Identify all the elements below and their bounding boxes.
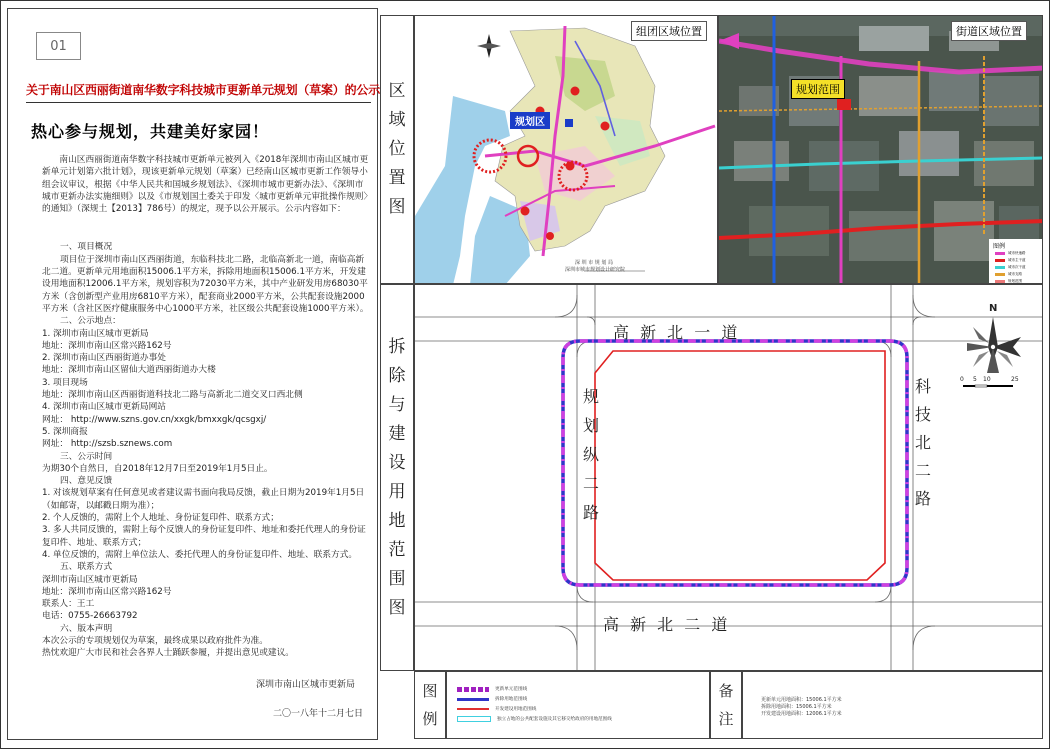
street-legend-item: 城市主干道 xyxy=(1008,258,1026,262)
legend-item xyxy=(457,696,527,702)
street-legend-items xyxy=(1008,250,1026,284)
plan-area-marker xyxy=(565,119,573,127)
regional-title-char: 域 xyxy=(388,110,406,130)
map-caption-2: 深圳市城市规划设计研究院 xyxy=(565,267,626,273)
road-east-char: 科 xyxy=(915,377,932,396)
legend-swatch xyxy=(457,687,489,692)
notice-number: 01 xyxy=(36,32,81,60)
road-west-char: 路 xyxy=(583,503,600,522)
notice-line: 深圳市南山区城市更新局 xyxy=(42,574,138,585)
regional-title-char: 图 xyxy=(388,197,406,217)
note-line: 更新单元用地面积：15006.1平方米 xyxy=(761,697,842,703)
notes-body xyxy=(742,671,1043,739)
road-east-char: 路 xyxy=(915,489,932,508)
legend-label: 拆除用地范围线 xyxy=(495,697,528,702)
notice-line: 地址：深圳市南山区常兴路162号 xyxy=(42,586,172,597)
street-legend-item: 规划范围 xyxy=(1008,279,1022,283)
legend-title-char: 例 xyxy=(422,710,438,728)
notice-line: 四、意见反馈 xyxy=(60,476,113,487)
road-south-label: 高 新 北 二 道 xyxy=(603,615,731,634)
note-line: 开发建设用地面积：12006.1平方米 xyxy=(761,711,842,717)
road-west-char: 规 xyxy=(583,387,600,406)
road-west-char: 二 xyxy=(583,474,600,493)
notice-line: 2. 个人反馈的，需附上个人地址、身份证复印件、联系方式； xyxy=(42,513,279,524)
street-location-map xyxy=(718,15,1043,284)
street-legend-item: 城市快速路 xyxy=(1008,251,1026,255)
notice-line: 一、项目概况 xyxy=(60,242,113,253)
notice-line: 电话：0755-26663792 xyxy=(42,611,138,622)
cluster-location-map xyxy=(414,15,718,284)
demolition-map-title xyxy=(380,284,414,671)
road-east-char: 二 xyxy=(915,461,932,480)
demolition-title-char: 地 xyxy=(388,510,406,531)
notice-line: 项目位于深圳市南山区西丽街道，东临科技北二路，北临高新北一道，南临高新北二道。更新单元用地面积15006.1平方米，拆除用地面积15006.1平方米，开发建设用地面积12006.1平方米，规划容积为72030平方米，其中产业研发用房68030平方米（含创新型产业用房6810平方米），配套商业2000平方米，公共配套设施2000平方米（含社区医疗健康服务中心1000平方米，社区级公共配套设施1000平方米）。 xyxy=(42,254,369,314)
notice-line: 网址： http://szsb.sznews.com xyxy=(42,439,173,450)
street-legend-item: 城市次干道 xyxy=(1008,265,1026,269)
north-label: N xyxy=(989,303,998,314)
notice-line: 六、版本声明 xyxy=(60,623,113,634)
notice-line: 五、联系方式 xyxy=(60,562,113,573)
notice-lines xyxy=(42,241,372,659)
demolition-title-char: 围 xyxy=(388,568,406,589)
legend-item xyxy=(457,686,527,692)
notice-line: 1. 对该规划草案有任何意见或者建议需书面向我局反馈，截止日期为2019年1月5日（如邮寄，以邮戳日期为准）； xyxy=(42,488,365,511)
notice-intro: 南山区西丽街道南华数字科技城市更新单元被列入《2018年深圳市南山区城市更新单元计划第六批计划》，现该更新单元规划（草案）已经南山区城市更新工作领导小组会议审议，根据《中华人民共和国城乡规划法》、《深圳市城市更新办法》、《深圳市城市更新办法实施细则》以及《市规划国土委关于印发〈城市更新单元审批操作规则〉的通知》（深规土【2013】786号）的规定，现予以公开展示。公示内容如下： xyxy=(42,155,369,215)
legend-label: 独立占地的公共配套设施及其它移交给政府的用地范围线 xyxy=(497,717,612,722)
demolition-title-char: 图 xyxy=(388,597,406,618)
notice-date: 二〇一八年十二月七日 xyxy=(273,709,364,719)
legend-label: 开发建设用地范围线 xyxy=(495,707,537,712)
notice-line: 为期30个自然日，自2018年12月7日至2019年1月5日止。 xyxy=(42,463,273,474)
regional-map-title xyxy=(380,15,414,284)
notes-title-char: 备 xyxy=(718,682,734,700)
notice-line: 地址：深圳市南山区常兴路162号 xyxy=(42,340,172,351)
demolition-title-char: 除 xyxy=(388,365,406,386)
notice-line: 本次公示的专项规划仅为草案，最终成果以政府批件为准。 xyxy=(42,635,268,646)
demolition-title-char: 设 xyxy=(388,452,406,473)
legend-swatch xyxy=(457,716,491,722)
legend-title xyxy=(414,671,446,739)
road-west-char: 纵 xyxy=(583,445,600,464)
plan-area-tag: 规划区 xyxy=(510,112,550,129)
legend-title-char: 图 xyxy=(422,682,438,700)
demolition-title-char: 范 xyxy=(388,539,406,560)
notice-line: 地址：深圳市南山区留仙大道西丽街道办大楼 xyxy=(42,365,216,376)
notice-line: 2. 深圳市南山区西丽街道办事处 xyxy=(42,353,166,364)
notice-line: 网址： http://www.szns.gov.cn/xxgk/bmxxgk/qcsgxj/ xyxy=(42,414,267,425)
notice-line: 联系人：王工 xyxy=(42,599,95,610)
road-west-char: 划 xyxy=(583,416,600,435)
road-north-label: 高 新 北 一 道 xyxy=(613,323,741,342)
map-caption-1: 深 圳 市 规 划 局 xyxy=(575,260,613,266)
legend-item xyxy=(457,716,612,722)
notice-line: 热忱欢迎广大市民和社会各界人士踊跃参履，并提出意见或建议。 xyxy=(42,648,294,659)
road-east-char: 北 xyxy=(915,433,932,452)
demolition-title-char: 拆 xyxy=(388,336,406,357)
signature: 深圳市南山区城市更新局 xyxy=(256,680,356,690)
cluster-map-graphic xyxy=(415,16,718,284)
road-west-label xyxy=(583,382,599,527)
scale-0: 0 xyxy=(960,376,964,383)
notes-title xyxy=(710,671,742,739)
regional-title-char: 区 xyxy=(388,81,406,101)
street-map-label: 街道区域位置 xyxy=(951,21,1027,41)
legend-label: 更新单元范围线 xyxy=(495,687,528,692)
street-legend-item: 城市支路 xyxy=(1008,272,1022,276)
slogan: 热心参与规划，共建美好家园！ xyxy=(31,122,270,141)
notice-panel xyxy=(7,8,381,740)
notice-line: 3. 多人共同反馈的，需附上每个反馈人的身份证复印件、地址和委托代理人的身份证复印件、地址、联系方式； xyxy=(42,525,366,548)
notice-line: 二、公示地点： xyxy=(60,316,121,327)
notice-line: 三、公示时间 xyxy=(60,451,113,462)
scale-25: 25 xyxy=(1011,376,1019,383)
notice-line: 3. 项目现场 xyxy=(42,377,88,388)
road-east-label xyxy=(915,373,931,513)
notice-line: 5. 深圳商报 xyxy=(42,426,88,437)
notice-line: 4. 单位反馈的，需附上单位法人、委托代理人的身份证复印件、地址、联系方式。 xyxy=(42,549,358,560)
scale-10: 10 xyxy=(983,376,991,383)
street-legend-title: 图例 xyxy=(993,243,1006,250)
notice-line: 1. 深圳市南山区城市更新局 xyxy=(42,328,149,339)
demolition-title-char: 用 xyxy=(388,481,406,502)
regional-title-char: 置 xyxy=(388,168,406,188)
notice-title: 关于南山区西丽街道南华数字科技城市更新单元规划（草案）的公示 xyxy=(26,81,371,103)
demolition-title-char: 建 xyxy=(388,423,406,444)
notice-line: 地址：深圳市南山区西丽街道科技北二路与高新北二道交叉口西北侧 xyxy=(42,390,303,401)
scale-5: 5 xyxy=(973,376,977,383)
demolition-plan xyxy=(414,284,1043,671)
legend-swatch xyxy=(457,708,489,710)
legend-item xyxy=(457,706,536,712)
demolition-title-char: 与 xyxy=(388,394,406,415)
note-line: 拆除用地面积：15006.1平方米 xyxy=(761,704,832,710)
plan-range-tag: 规划范围 xyxy=(791,79,845,99)
notes-title-char: 注 xyxy=(718,710,734,728)
notice-line: 4. 深圳市南山区城市更新局网站 xyxy=(42,402,166,413)
regional-title-char: 位 xyxy=(388,139,406,159)
notice-body xyxy=(42,154,372,660)
legend-swatch xyxy=(457,698,489,701)
cluster-map-label: 组团区域位置 xyxy=(631,21,707,41)
legend-body xyxy=(446,671,710,739)
road-east-char: 技 xyxy=(915,405,932,424)
